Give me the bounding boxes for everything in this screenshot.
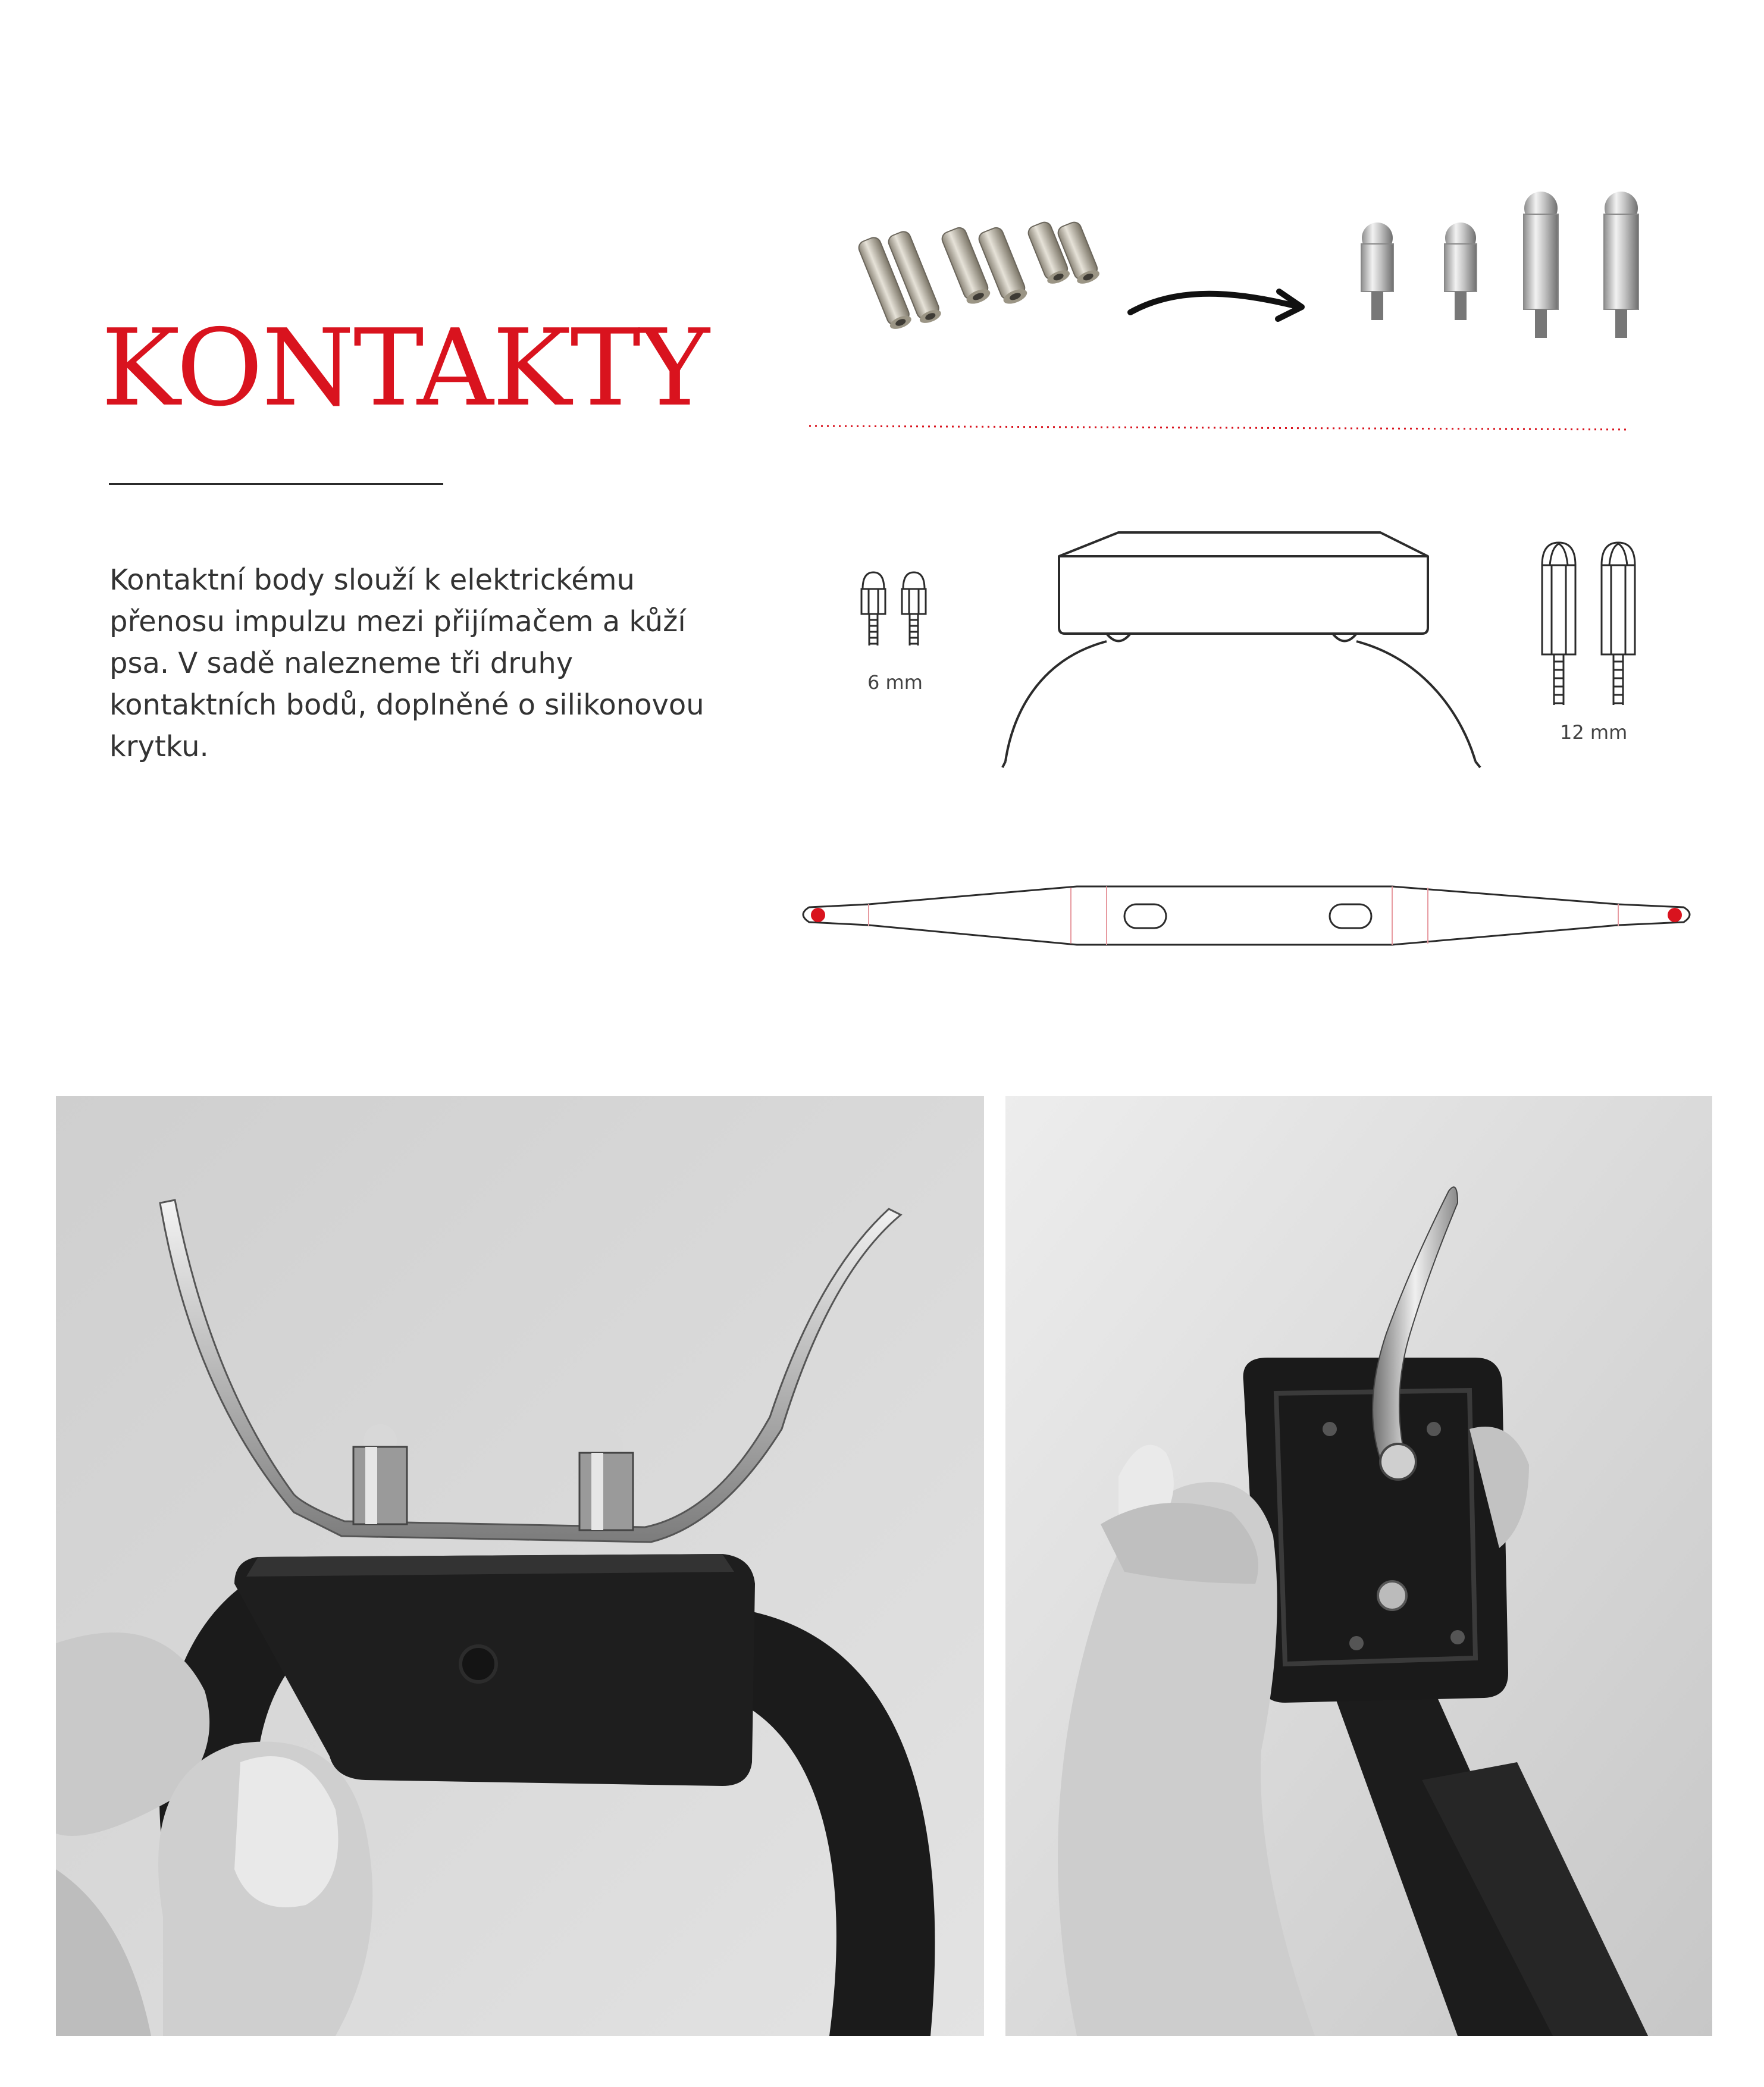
page-title: KONTAKTY (101, 306, 709, 430)
contact-point-left (811, 908, 825, 922)
description-line: Kontaktní body slouží k elektrickému (109, 563, 635, 597)
title-underline (109, 483, 443, 485)
description-line: psa. V sadě nalezneme tři druhy (109, 647, 574, 680)
dotted-divider (809, 424, 1630, 432)
long-contacts-drawing (1529, 535, 1666, 720)
knurled-screws-group (857, 220, 1101, 331)
short-contact-label: 6 mm (867, 671, 923, 694)
description-line: kontaktních bodů, doplněné o silikonovou (109, 688, 704, 722)
description-line: krytku. (109, 730, 209, 763)
contact-plate-drawing (797, 875, 1702, 958)
metal-contacts-group (1361, 192, 1638, 338)
receiver-on-neck-drawing (1000, 524, 1499, 773)
description-line: přenosu impulzu mezi přijímačem a kůží (109, 605, 686, 638)
arrow-icon (1130, 294, 1297, 312)
contact-point-right (1668, 908, 1682, 922)
receiver-front-photo (56, 1096, 984, 2036)
contacts-product-photo (821, 178, 1702, 405)
long-contact-label: 12 mm (1560, 721, 1628, 744)
description-text (109, 559, 728, 767)
short-contacts-drawing (851, 565, 952, 660)
receiver-back-photo (1005, 1096, 1712, 2036)
